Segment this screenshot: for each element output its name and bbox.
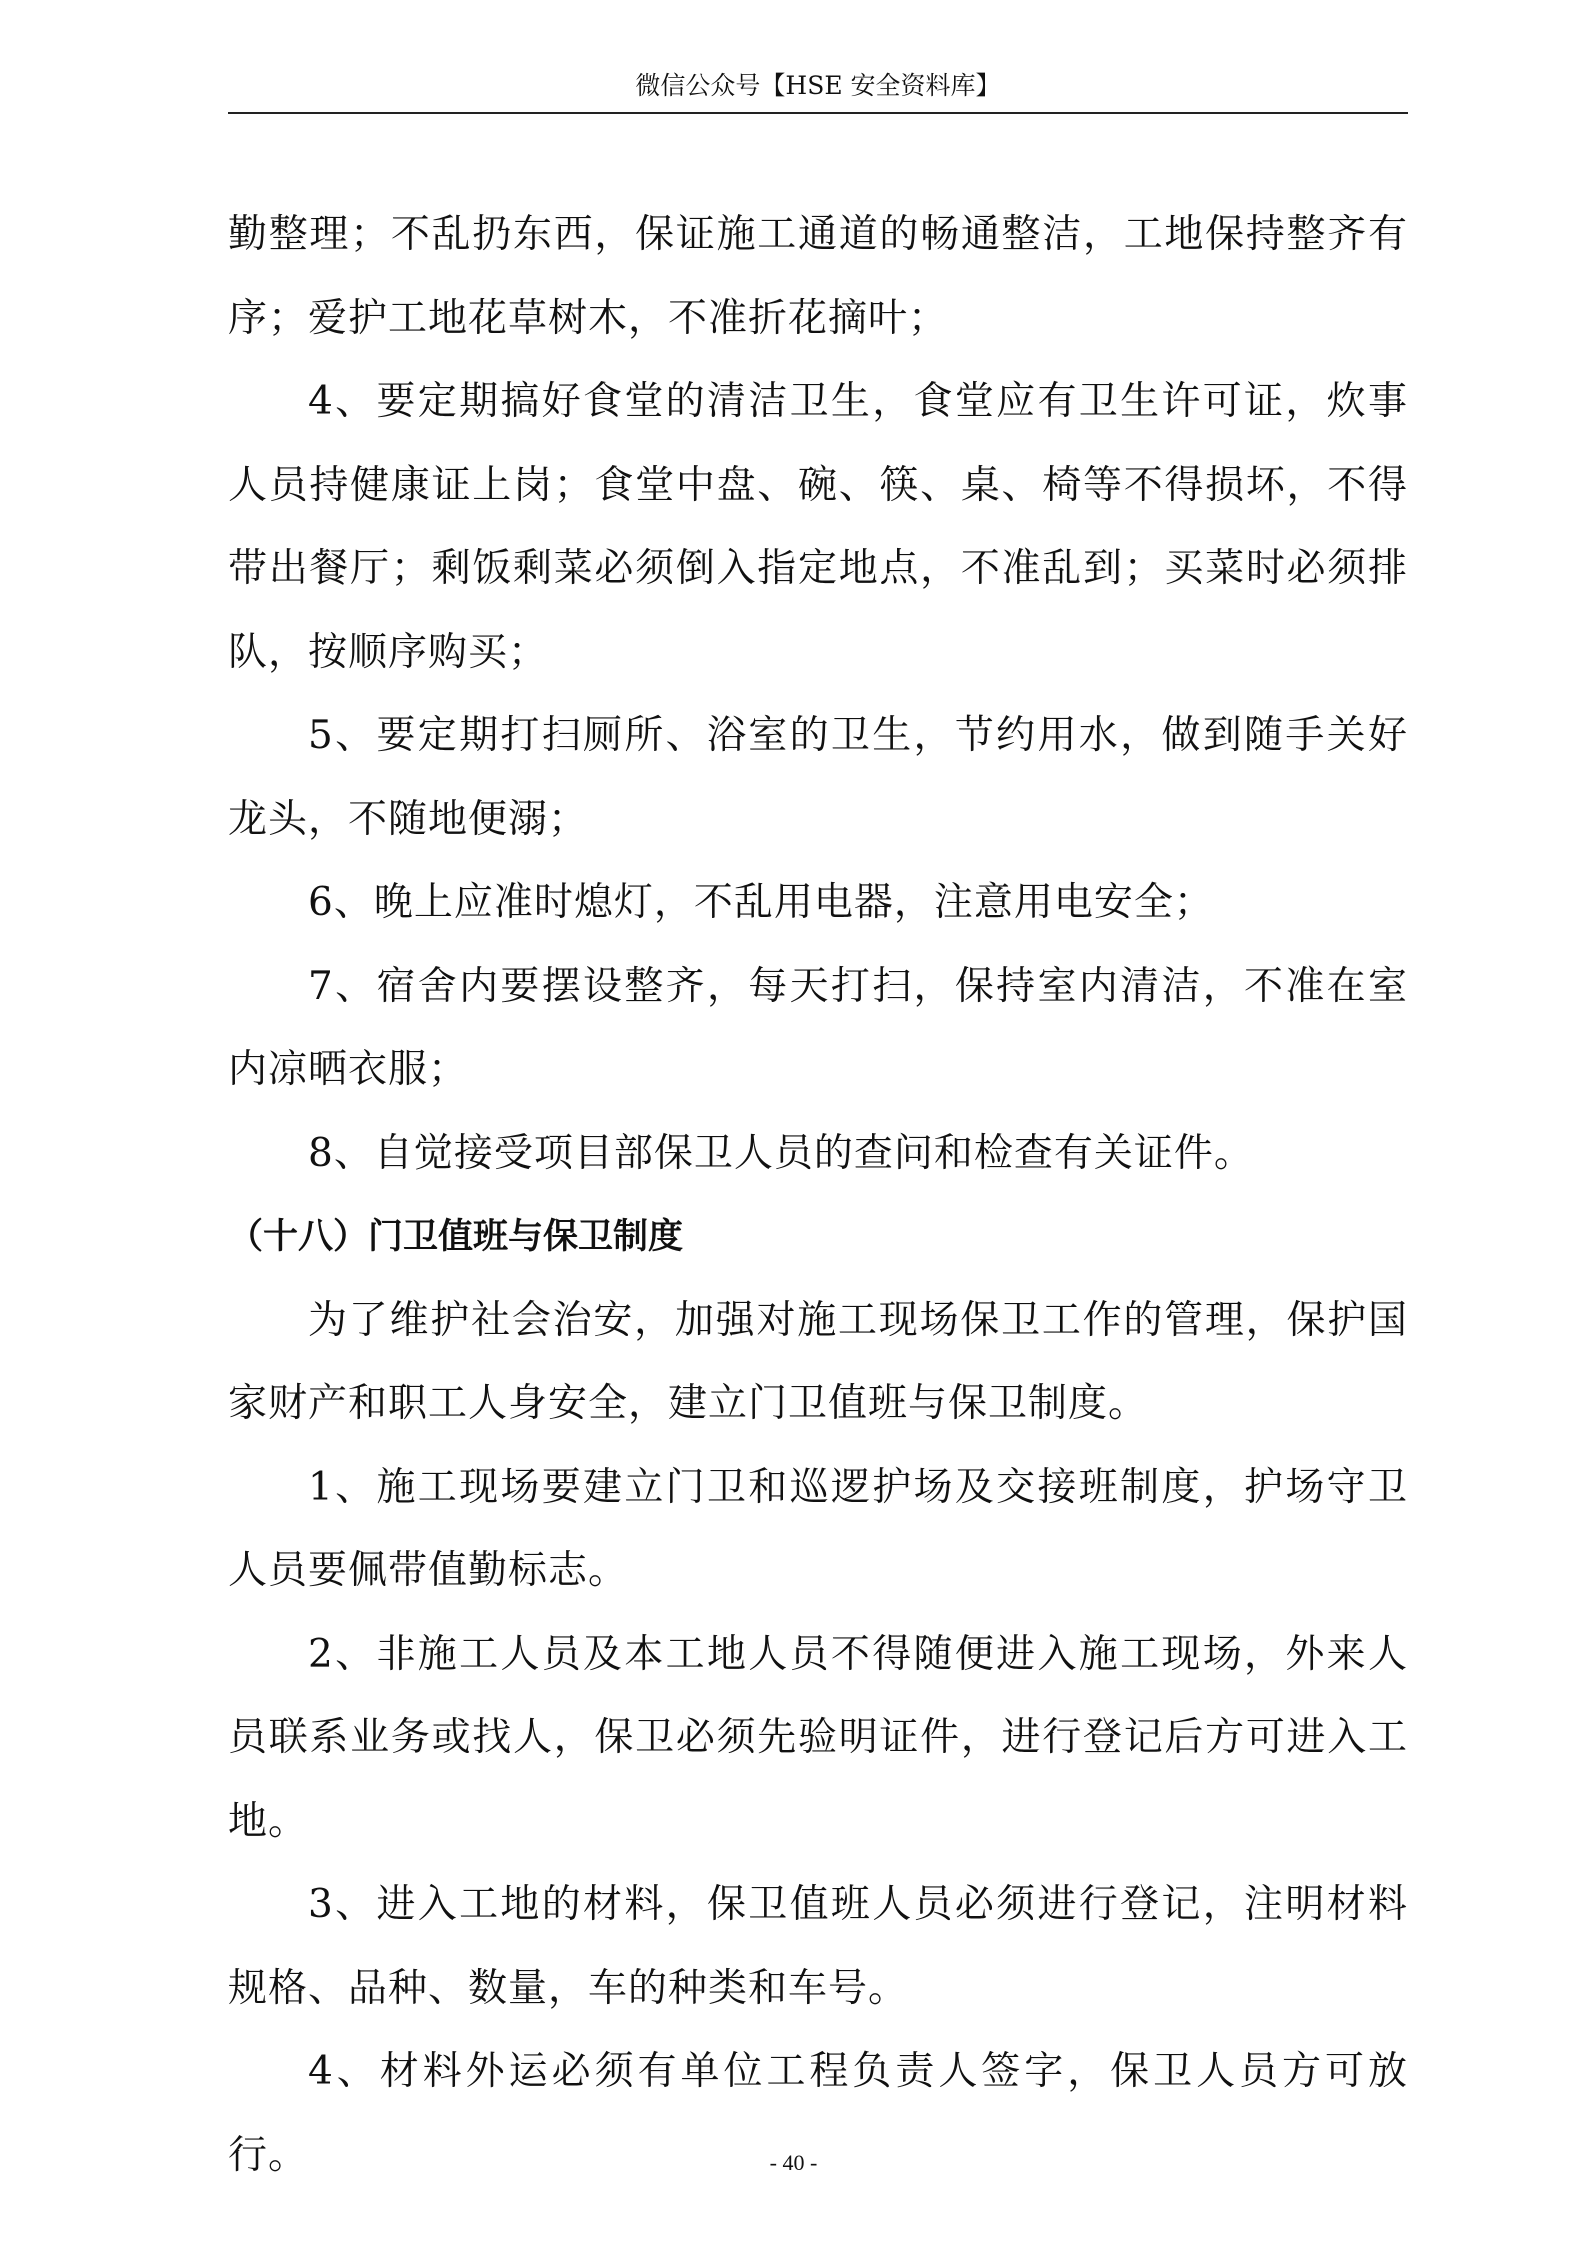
paragraph-continuation: 勤整理；不乱扔东西，保证施工通道的畅通整洁，工地保持整齐有序；爱护工地花草树木，不准折花摘叶； [228,212,1408,341]
rule-item-4: 4、材料外运必须有单位工程负责人签字，保卫人员方可放行。 [228,2049,1408,2178]
rule-item-2: 2、非施工人员及本工地人员不得随便进入施工现场，外来人员联系业务或找人，保卫必须先验明证件，进行登记后方可进入工地。 [228,1631,1408,1844]
section-intro-paragraph: 为了维护社会治安，加强对施工现场保卫工作的管理，保护国家财产和职工人身安全，建立门卫值班与保卫制度。 [228,1297,1408,1426]
rule-item-1: 1、施工现场要建立门卫和巡逻护场及交接班制度，护场守卫人员要佩带值勤标志。 [228,1464,1408,1593]
rule-item-3: 3、进入工地的材料，保卫值班人员必须进行登记，注明材料规格、品种、数量，车的种类和车号。 [228,1882,1408,2011]
paragraph-item-7: 7、宿舍内要摆设整齐，每天打扫，保持室内清洁，不准在室内凉晒衣服； [228,963,1408,1092]
page-number: - 40 - [769,2150,818,2175]
paragraph-item-4: 4、要定期搞好食堂的清洁卫生，食堂应有卫生许可证，炊事人员持健康证上岗；食堂中盘、碗、筷、桌、椅等不得损坏，不得带出餐厅；剩饭剩菜必须倒入指定地点，不准乱到；买菜时必须排队，按顺序购买； [228,379,1408,675]
section-heading: （十八）门卫值班与保卫制度 [228,1216,684,1257]
page-header: 微信公众号【HSE 安全资料库】 [228,62,1408,114]
document-body [228,193,1408,2197]
paragraph-item-6: 6、晚上应准时熄灯，不乱用电器，注意用电安全； [308,880,1214,925]
paragraph-item-8: 8、自觉接受项目部保卫人员的查问和检查有关证件。 [308,1130,1254,1176]
paragraph-item-5: 5、要定期打扫厕所、浴室的卫生，节约用水，做到随手关好龙头，不随地便溺； [228,713,1408,842]
